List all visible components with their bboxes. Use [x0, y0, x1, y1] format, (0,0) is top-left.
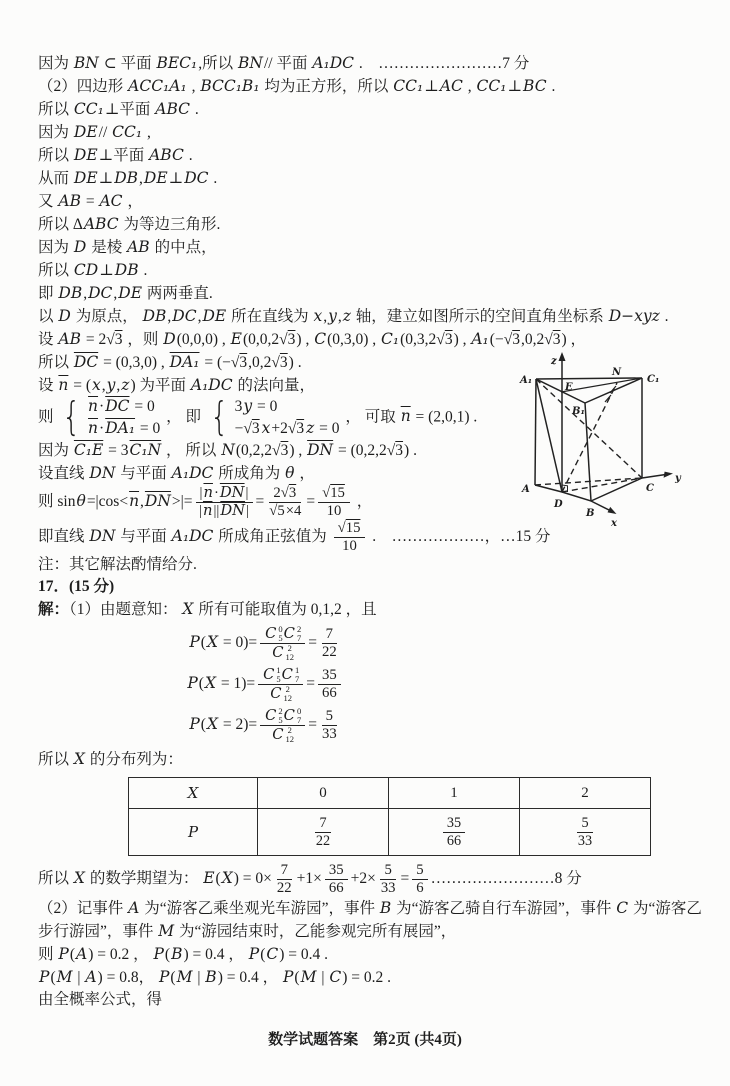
line-conclusion-15: 即直线 DN 与平面 A₁DC 所成角正弦值为 $\frac{√15}{10}$ . ………………，…15 分: [38, 519, 551, 554]
page-footer: 数学试题答案 第2页 (共4页): [268, 1032, 462, 1048]
table-header-variable: X: [129, 778, 258, 809]
edge-b-b1: [585, 403, 591, 501]
line-bn-parallel: 因为 BN ⊂ 平面 BEC₁,所以 BN// 平面 A₁DC . ……………………7 分: [38, 54, 530, 72]
segment-d-c-hidden: [562, 478, 642, 492]
figure-label-c: C: [646, 483, 654, 494]
line-px1: P(X = 1)= C 1 5 C 1 7 C 2 12 = $\frac{35}{66}$: [38, 666, 702, 703]
figure-label-z: z: [551, 356, 557, 367]
table-value-cell: 1: [389, 778, 520, 809]
line-squares: （2）四边形 ACC₁A₁ , BCC₁B₁ 均为正方形，所以 CC₁⊥AC , CC₁⊥BC .: [38, 77, 556, 95]
line-de-parallel-cc1: 因为 DE// CC₁ ,: [38, 123, 151, 141]
line-note: 注：其它解法酌情给分.: [38, 556, 197, 574]
line-ab-eq-ac: 又 AB = AC ，: [38, 192, 143, 210]
table-value-cell: 0: [258, 778, 389, 809]
line-normal-vector: 设 $\overline{n} = (x,y,z)$ 为平面 A₁DC 的法向量，: [38, 376, 315, 394]
table-value-cell: 2: [520, 778, 651, 809]
line-cond-probabilities: P(M | A) = 0.8， P(M | B) = 0.4 ， P(M | C) = 0.2 .: [39, 967, 391, 986]
line-cc1-perp-plane: 所以 CC₁⊥平面 ABC .: [38, 100, 199, 118]
figure-label-y: y: [675, 473, 681, 484]
line-solution-1: 解：（1）由题意知： X 所有可能取值为 0,1,2 ，且: [38, 600, 377, 619]
edge-a-a1: [535, 379, 536, 485]
line-point-n: 因为 C₁E = 3C₁N ， 所以 N(0,2,2√3) , $\overline{DN} = (0,2,2√3)$ .: [38, 440, 417, 459]
line-events: （2）记事件 A 为“游客乙乘坐观光车游园”，事件 B 为“游客乙骑自行车游园”，事件 C 为“游客乙步行游园”，事件 M 为“游园结束时，乙能参观完所有展园”，: [38, 898, 702, 940]
figure-label-a1: A₁: [520, 375, 533, 386]
figure-label-n: N: [612, 367, 622, 378]
figure-label-d: D: [554, 499, 563, 510]
prism-coordinate-figure: [492, 350, 724, 546]
line-equilateral: 所以 ΔABC 为等边三角形.: [38, 215, 221, 233]
line-d-midpoint: 因为 D 是棱 AB 的中点，: [38, 238, 217, 256]
line-coord-system: 以 D 为原点， DB,DC,DE 所在直线为 x,y,z 轴，建立如图所示的空间直角坐标系 D−xyz .: [38, 307, 669, 325]
figure-label-b: B: [586, 508, 595, 519]
line-cd-perp-db: 所以 CD⊥DB .: [38, 261, 148, 279]
x-arrowhead: [608, 507, 617, 514]
edge-a1-c1: [536, 378, 642, 379]
line-pairwise-perp: 即 DB,DC,DE 两两垂直.: [38, 284, 213, 302]
y-arrowhead: [664, 472, 673, 478]
line-sin-theta: 则 $\sin\theta=|\cos<\overline{n},\overline{DN}>|=$ $\frac{|\overline{n}\cdot\overline{DN}|}{|\overline{n}||\overline{DN}|}$ = $\frac{2√3}{√5\times 4}$ = $\frac{√15}{10}$ ，: [38, 483, 373, 519]
line-equation-system: 则 { $\overline{n}\cdot\overline{DC} = 0$ $\overline{n}\cdot DA_1 = 0$ ， 即 { 3y = 0 −√3 x+2√3 z = 0 ， 可取 $\overline{n} = (2,0,1)$ .: [38, 394, 478, 440]
figure-label-a: A: [522, 484, 530, 495]
line-expectation: 所以 X 的数学期望为： E(X) = 0× $\frac{7}{22}$ +1× $\frac{35}{66}$ +2× $\frac{5}{33}$ = $\frac{5}{6}$ ……………………8 分: [38, 862, 582, 896]
line-angle-theta: 设直线 DN 与平面 A₁DC 所成角为 θ ，: [38, 463, 315, 482]
line-de-perp-db-dc: 从而 DE⊥DB,DE⊥DC .: [38, 169, 218, 187]
line-coordinates: 设 AB = 2√3 ，则 D(0,0,0) , E(0,0,2√3) , C(0,3,0) , C₁(0,3,2√3) , A₁(−√3,0,2√3) ，: [38, 330, 587, 348]
line-px2: P(X = 2)= C 2 5 C 0 7 C 2 12 = $\frac{5}{33}$: [189, 706, 337, 745]
distribution-table: [128, 777, 651, 856]
figure-label-e: E: [565, 382, 573, 393]
edge-a1-b1: [536, 379, 585, 403]
segment-e-c1: [561, 378, 642, 392]
line-distribution-intro: 所以 X 的分布列为：: [38, 750, 183, 769]
table-probability-cell: $\frac{5}{33}$: [520, 809, 651, 856]
figure-label-c1: C₁: [647, 374, 660, 385]
table-probability-cell: $\frac{7}{22}$: [258, 809, 389, 856]
table-probability-cell: $\frac{35}{66}$: [389, 809, 520, 856]
line-vectors-dc-da1: 所以 $\overline{DC} = (0,3,0)$ , DA₁ = (−√3,0,2√3) .: [38, 353, 302, 371]
line-px0: P(X = 0)= C 0 5 C 2 7 C 2 12 = $\frac{7}{22}$: [189, 624, 337, 663]
line-probabilities: 则 P(A) = 0.2 ， P(B) = 0.4 ， P(C) = 0.4 .: [38, 944, 329, 963]
line-total-probability: 由全概率公式，得: [38, 990, 163, 1008]
line-q17: 17．(15 分): [38, 578, 115, 596]
z-arrowhead: [559, 352, 566, 361]
line-de-perp-plane: 所以 DE⊥平面 ABC .: [38, 146, 193, 164]
figure-label-x: x: [611, 518, 617, 529]
table-header-probability: P: [129, 809, 258, 856]
segment-a1-d: [536, 379, 562, 492]
figure-label-b1: B₁: [572, 406, 585, 417]
